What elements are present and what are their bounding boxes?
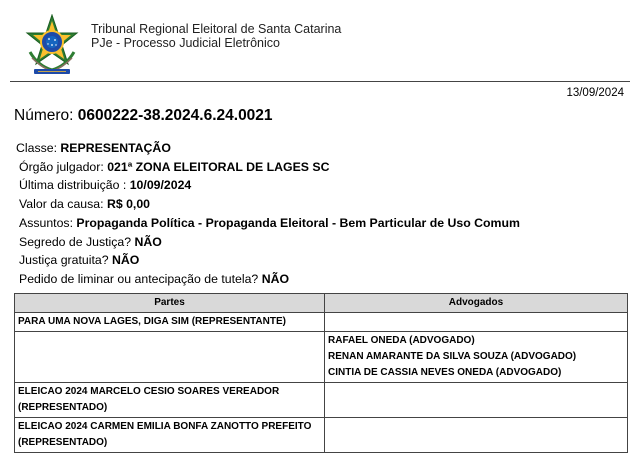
header-divider	[10, 81, 630, 82]
document-header	[24, 14, 624, 80]
table-row	[15, 418, 628, 453]
field-value: REPRESENTAÇÃO	[60, 141, 171, 155]
advogado-name: CINTIA DE CASSIA NEVES ONEDA (ADVOGADO)	[328, 367, 562, 378]
parte-cell: PARA UMA NOVA LAGES, DIGA SIM (REPRESENTANTE)	[15, 313, 325, 332]
field-value: NÃO	[261, 271, 290, 286]
process-number-value: 0600222-38.2024.6.24.0021	[77, 107, 273, 124]
parte-cell	[15, 332, 325, 383]
advogados-cell	[325, 332, 628, 383]
process-details	[16, 139, 520, 289]
field-orgao-julgador	[16, 158, 520, 177]
parte-cell: ELEICAO 2024 MARCELO CESIO SOARES VEREADOR (REPRESENTADO)	[15, 383, 325, 418]
parties-table	[14, 293, 628, 453]
advogados-cell	[325, 313, 628, 332]
process-number	[14, 107, 273, 125]
parte-cell: ELEICAO 2024 CARMEN EMILIA BONFA ZANOTTO PREFEITO (REPRESENTADO)	[15, 418, 325, 453]
column-header-partes: Partes	[15, 294, 325, 313]
field-label: Assuntos:	[19, 215, 77, 230]
field-label: Pedido de liminar ou antecipação de tutela?	[19, 271, 262, 286]
table-row	[15, 313, 628, 332]
field-value: NÃO	[134, 234, 162, 249]
table-row	[15, 383, 628, 418]
field-value: R$ 0,00	[106, 197, 151, 212]
field-assuntos	[16, 214, 520, 233]
field-ultima-distribuicao	[16, 176, 520, 195]
organization-name	[91, 22, 341, 50]
document-date: 13/09/2024	[566, 87, 624, 99]
system-name: PJe - Processo Judicial Eletrônico	[91, 36, 280, 50]
advogado-name: RENAN AMARANTE DA SILVA SOUZA (ADVOGADO)	[328, 351, 577, 362]
field-value: NÃO	[111, 253, 140, 268]
field-value: 10/09/2024	[129, 178, 192, 193]
field-value: Propaganda Política - Propaganda Eleitoral - Bem Particular de Uso Comum	[76, 215, 520, 230]
court-name: Tribunal Regional Eleitoral de Santa Catarina	[91, 22, 342, 36]
field-label: Valor da causa:	[19, 197, 107, 212]
table-header-row	[15, 294, 628, 313]
advogados-cell	[325, 418, 628, 453]
brazil-coat-of-arms-icon	[24, 14, 80, 76]
advogados-cell	[325, 383, 628, 418]
field-label: Classe:	[16, 141, 61, 155]
field-label: Justiça gratuita?	[19, 253, 112, 268]
field-classe	[16, 139, 520, 158]
field-label: Última distribuição :	[19, 178, 130, 193]
field-label: Segredo de Justiça?	[19, 234, 135, 249]
advogado-name: RAFAEL ONEDA (ADVOGADO)	[328, 335, 475, 346]
process-number-label: Número:	[14, 107, 74, 124]
column-header-advogados: Advogados	[325, 294, 628, 313]
field-segredo-justica	[16, 233, 520, 252]
field-valor-causa	[16, 195, 520, 214]
field-justica-gratuita	[16, 251, 520, 270]
field-pedido-liminar	[16, 270, 520, 289]
field-value: 021ª ZONA ELEITORAL DE LAGES SC	[107, 159, 330, 174]
table-row	[15, 332, 628, 383]
field-label: Órgão julgador:	[19, 159, 108, 174]
